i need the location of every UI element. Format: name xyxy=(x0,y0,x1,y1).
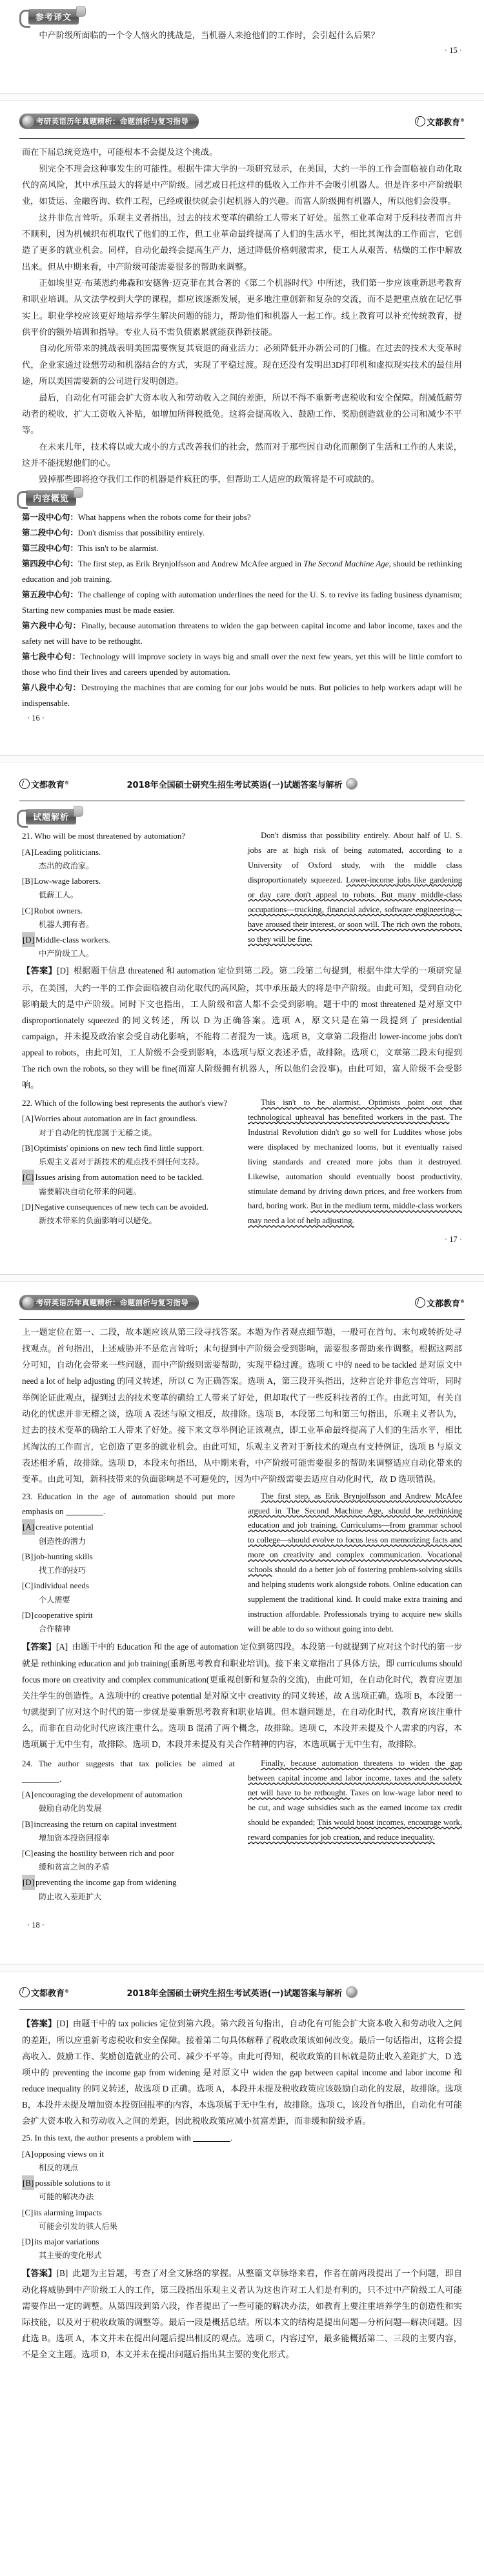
option-text: Leading politicians. xyxy=(34,846,101,857)
paragraph: 在未来几年，技术将以或大或小的方式改善我们的社会，然而对于那些因自动化而颠倒了生活和工作的人来说，这并不能抚慰他们的心。 xyxy=(22,441,462,468)
option-translation: 增加资本投资回报率 xyxy=(39,1833,110,1842)
answer-label: 【答案】 xyxy=(22,2268,57,2279)
list-item xyxy=(22,556,462,587)
option-a[interactable] xyxy=(22,2146,462,2161)
page-divider xyxy=(0,1274,484,1282)
option-tag: [D] xyxy=(22,1201,34,1212)
option-translation: 需要解决自动化带来的问题。 xyxy=(39,1186,141,1196)
option-c[interactable] xyxy=(22,1170,235,1184)
outline-label: 第四段中心句： xyxy=(22,558,78,568)
passage-column xyxy=(248,1095,462,1228)
running-header-right xyxy=(19,1981,465,2010)
source-passage xyxy=(248,1095,462,1228)
bracket-hook-icon xyxy=(17,491,28,509)
option-b[interactable] xyxy=(22,1817,235,1832)
source-passage xyxy=(248,1489,462,1637)
bracket-hook-icon xyxy=(17,810,28,828)
option-translation: 乐观主义者对于新技术的观点找不到任何支持。 xyxy=(39,1157,204,1167)
outline-label: 第二段中心句： xyxy=(22,527,78,537)
running-header-left xyxy=(19,110,465,139)
option-tag: [B] xyxy=(22,1819,34,1829)
option-tag: [B] xyxy=(22,1143,34,1153)
option-text: Issues arising from automation need to be tackled. xyxy=(35,1172,204,1183)
passage-plain: should do a better job of fostering problem-solving skills and helping students work alongside robots. Online education can supplement the traditional kind. It could make extra training and instruction affordable. Professionals trying to acquire new skills will be able to do so without going into debt. xyxy=(248,1565,462,1633)
paragraph-outline-list xyxy=(22,510,462,712)
option-b[interactable] xyxy=(22,1141,235,1155)
option-tag: [A] xyxy=(22,2148,34,2159)
passage-column xyxy=(248,1756,462,1844)
option-translation: 对于自动化的忧虑属于无稽之谈。 xyxy=(39,1128,157,1137)
page-number-17: · 17 · xyxy=(444,1235,462,1244)
option-translation: 合作精神 xyxy=(39,1624,70,1633)
outline-label: 第三段中心句： xyxy=(22,543,78,553)
option-tag: [C] xyxy=(22,905,34,915)
bracket-hook-icon xyxy=(19,10,30,28)
stem-text: 25. In this text, the author presents a problem with xyxy=(22,2133,191,2143)
option-b[interactable] xyxy=(22,874,235,888)
outline-label: 第七段中心句： xyxy=(22,651,81,661)
seal-icon xyxy=(346,1986,358,1998)
page-17 xyxy=(0,763,484,1274)
answer-explanation-24 xyxy=(22,2015,462,2130)
outline-text: This isn't to be alarmist. xyxy=(77,543,159,553)
option-text: job-hunting skills xyxy=(34,1551,93,1561)
option-text: encouraging the development of automation xyxy=(34,1790,183,1800)
option-text: Low-wage laborers. xyxy=(34,876,101,886)
option-a[interactable] xyxy=(22,1519,235,1534)
option-tag: [C] xyxy=(22,1581,34,1591)
option-translation: 创造性的潜力 xyxy=(39,1536,86,1546)
running-header-right xyxy=(19,772,465,801)
running-head-title: 2018年全国硕士研究生招生考试英语(一)试题答案与解析 xyxy=(19,778,465,790)
option-tag: [A] xyxy=(22,1113,34,1124)
paragraph: 别完全不理会这种事发生的可能性。根据牛津大学的一项研究显示，在美国，大约一半的工作会面临被自动化取代的高风险，其中承压最大的将是中产阶级。园艺或日托这样的低收入工作并不会吸引机器人。但是许多中产阶级职业，如货运、金融咨询、软件工程，已经或很快就会引起机器人的兴趣。而富人阶级拥有机器人，所以他们会没事。 xyxy=(22,163,462,206)
option-translation: 缓和贫富之间的矛盾 xyxy=(39,1862,110,1872)
option-d[interactable] xyxy=(22,1608,235,1622)
answer-explanation-25 xyxy=(22,2265,462,2362)
option-a[interactable] xyxy=(22,1787,235,1802)
option-text: Worries about automation are in fact groundless. xyxy=(34,1113,197,1124)
option-tag-selected: [D] xyxy=(22,1875,35,1890)
stem-text: 24. The author suggests that tax policies be aimed at xyxy=(22,1759,235,1769)
brand-logo: 文都教育® xyxy=(19,1986,69,1999)
option-text: cooperative spirit xyxy=(34,1610,93,1620)
section-tag-label: 参考译文 xyxy=(28,9,79,25)
answer-explanation-23 xyxy=(22,1639,462,1753)
option-d[interactable] xyxy=(22,932,235,947)
paragraph: 正如埃里克·布莱恩约弗森和安德鲁·迈克菲在其合著的《第二个机器时代》中所述，我们第一步应该重新思考教育和职业培训。从文法学校到大学的课程，都应该逐渐发展，更多地注重创新和复杂的交流，而不是把重点放在记忆事实上。职业学校应该更好地培养学生解决问题的能力，帮助他们和机器人一起工作。线上教育可以补充传统教育，提供平价的额外培训和指导。专业人员不需负债累累就能获得新技能。 xyxy=(22,278,462,337)
running-head-title: 考研英语历年真题精析：命题剖析与复习指导 xyxy=(19,114,199,129)
section-tag-label: 内容概览 xyxy=(26,490,76,506)
question-block-24 xyxy=(22,1756,462,1904)
option-translation: 其主要的变化形式 xyxy=(39,2251,102,2261)
outline-text: The first step, as Erik Brynjolfsson and Andrew McAfee argued in The Second Machine Age, should be rethinking education and job training. xyxy=(22,558,462,584)
list-item xyxy=(22,541,462,556)
question-stem xyxy=(22,1756,235,1786)
brand-mark-icon xyxy=(415,1297,425,1308)
passage-plain: Taxes on low-wage labor need to be cut, and wage subsidies such as the earned income tax credit should be expanded; xyxy=(248,1788,462,1827)
outline-text: Technology will improve society in ways big and small over the next few years, yet this will be little comfort to those who find their lives and careers upended by automation. xyxy=(22,651,463,677)
question-block-23 xyxy=(22,1489,462,1637)
stem-period: . xyxy=(230,2133,233,2143)
option-tag-selected: [B] xyxy=(22,2175,34,2190)
running-head-title: 2018年全国硕士研究生招生考试英语(一)试题答案与解析 xyxy=(19,1986,465,1999)
page-divider xyxy=(0,93,484,101)
source-passage xyxy=(248,828,462,946)
option-tag: [B] xyxy=(22,1551,34,1561)
option-tag: [D] xyxy=(22,2237,34,2247)
option-d[interactable] xyxy=(22,2234,462,2249)
seal-icon xyxy=(22,1297,34,1309)
answer-letter: [D] xyxy=(56,2018,68,2028)
list-item xyxy=(22,510,462,525)
option-a[interactable] xyxy=(22,844,235,859)
bookmark-tab-icon xyxy=(74,806,83,817)
page-18 xyxy=(0,1282,484,1964)
option-text: preventing the income gap from widening xyxy=(35,1877,177,1888)
brand-mark-icon xyxy=(415,116,425,126)
option-translation: 个人需要 xyxy=(39,1595,70,1604)
question-stem xyxy=(22,2130,462,2145)
answer-letter: [A] xyxy=(55,1641,68,1652)
option-translation: 鼓励自动化的发展 xyxy=(39,1804,102,1813)
paragraph: 这并非危言耸听。乐观主义者指出，过去的技术变革的确给工人带来了好处。虽然工业革命对于反科技者而言并不顺利，因为机械织布机取代了他们的工作，但工业革命最终提高了人们的生活水平，相比其淘汰的工作而言，它创造了更多的就业机会。同样，自动化最终会提高生产力，通过降低价格刺激需求，使工人从艰苦、枯燥的工作中解放出来。但从中期来看，中产阶级可能需要很多的帮助来调整。 xyxy=(22,212,462,272)
option-c[interactable] xyxy=(22,1846,235,1861)
option-b[interactable] xyxy=(22,2175,462,2190)
seal-icon xyxy=(22,115,34,128)
option-translation: 低薪工人。 xyxy=(39,890,78,900)
option-text: creative potential xyxy=(35,1522,94,1532)
option-c[interactable] xyxy=(22,2205,462,2220)
outline-label: 第一段中心句： xyxy=(22,512,78,522)
page-number-16: · 16 · xyxy=(27,714,45,723)
option-tag-selected: [C] xyxy=(22,1170,34,1184)
option-translation: 可能的解决办法 xyxy=(39,2192,94,2202)
section-tag-translation xyxy=(22,9,79,25)
option-tag: [C] xyxy=(22,2207,34,2217)
option-translation: 杰出的政治家。 xyxy=(39,861,94,870)
option-text: increasing the return on capital investment xyxy=(34,1819,177,1829)
list-item xyxy=(22,649,462,680)
list-item xyxy=(22,618,462,649)
option-translation: 可能会引发的骇人后果 xyxy=(39,2221,117,2231)
stem-period: . xyxy=(103,1506,106,1517)
paragraph: 最后，自动化有可能会扩大资本收入和劳动收入之间的差距，所以不得不重新考虑税收和安全保障。削减低薪劳动者的税收，扩大工资收入补贴，如增加所得税抵免。这将会提高收入、鼓励工作、奖励创造就业的公司和减少不平等。 xyxy=(22,392,462,435)
option-text: easing the hostility between rich and poor xyxy=(34,1848,174,1858)
source-passage xyxy=(248,1756,462,1844)
passage-highlight: Lower-income jobs like gardening or day care don't appeal to robots. But many middle-class occupations—trucking, financial advice, software engineering—have aroused their interest, or soon will. The rich own the robots, so they will be fine. xyxy=(248,875,462,944)
question-block-22 xyxy=(22,1095,462,1228)
passage-highlight: Finally, because automation threatens to widen the gap between capital income and labor income, taxes and the safety net will have to be rethought. xyxy=(248,1759,462,1798)
option-text: individual needs xyxy=(34,1581,89,1591)
answer-blank[interactable] xyxy=(22,1782,59,1783)
option-text: its alarming impacts xyxy=(34,2207,102,2217)
option-translation: 中产阶级工人。 xyxy=(39,949,94,959)
answer-letter: [B] xyxy=(56,2268,68,2278)
passage-plain: The Industrial Revolution didn't go so well for Luddites whose jobs were displaced by mechanized looms, but it eventually raised living standards and created more jobs than it destroyed. Likewise, automation should eventually boost productivity, stimulate demand by driving down prices, and free workers from hard, boring work. xyxy=(248,1112,462,1211)
passage-highlight: But in the medium term, middle-class workers may need a lot of help adjusting. xyxy=(248,1201,462,1226)
option-tag: [D] xyxy=(22,1610,34,1620)
running-head-title: 考研英语历年真题精析：命题剖析与复习指导 xyxy=(19,1295,199,1310)
answer-label: 【答案】 xyxy=(22,2019,57,2029)
list-item xyxy=(22,680,462,711)
question-column xyxy=(22,828,235,961)
question-column xyxy=(22,1489,235,1637)
page-number-18: · 18 · xyxy=(27,1920,45,1930)
question-stem: 21. Who will be most threatened by automation? xyxy=(22,831,186,841)
bookmark-tab-icon xyxy=(76,6,86,17)
outline-text: Destroying the machines that are coming for our jobs would be nuts. But policies to help workers adapt will be indispensable. xyxy=(22,683,462,708)
option-text: opposing views on it xyxy=(34,2148,105,2159)
outline-text: The challenge of coping with automation underlines the need for the U. S. to revive its fading business dynamism; Starting new companies must be made easier. xyxy=(22,589,463,615)
answer-body: 此题为主旨题，考查了对全文脉络的掌握。从整篇文章脉络来看，作者在前两段提出了一个问题，即自动化将威胁到中产阶级工人的工作，第三段指出乐观主义者认为这也许对工人们是有利的，只不过中产阶级工人可能需要作出一定的调整。从第四段到第六段，作者提出了一些可能的解决办法，如教育上要注重培养学生的创造性和实际技能，以及对于税收政策的调整等。最后一段是概括总结。所以本文的结构是提出问题—分析问题—解决问题。因此选 B。选项 A，本文并未在提出问题后提出相反的观点。选项 C，内容过窄，最多能概括第二、三段的主要内容，不是全文主题。选项 D，本文并未在提出问题后指出其主要的变化形式。 xyxy=(22,2268,463,2360)
answer-letter: [D] xyxy=(57,966,69,976)
option-a[interactable] xyxy=(22,1111,235,1126)
option-text: Negative consequences of new tech can be avoided. xyxy=(34,1201,209,1212)
page-divider xyxy=(0,1964,484,1972)
seal-icon xyxy=(346,778,358,790)
option-tag-selected: [D] xyxy=(22,932,35,947)
list-item xyxy=(22,587,462,618)
option-translation: 新技术带来的负面影响可以避免。 xyxy=(39,1215,157,1225)
paragraph: 而在下届总统竞选中，可能根本不会提及这个挑战。 xyxy=(22,147,218,157)
question-column xyxy=(22,1095,235,1228)
option-tag: [C] xyxy=(22,1848,34,1858)
answer-explanation-22-cont: 上一题定位在第一、二段，故本题应该从第三段寻找答案。本题为作者观点细节题，一般可在首句、末句或转折处寻找观点。首句指出，上述威胁并不是危言耸听；末句提到中产阶级会受到影响，需要很多帮助来作调整。根据这两部分可知，自动化会带来一些问题，而中产阶级则需要帮助，实现平稳过渡。选项 C 中的 need to be tackled 是对原文中 need a lot of help adjusting 的同义转述，所以 C 为正确答案。选项 A，第三段开头指出，这种言论并非危言耸听，同时举例论证此观点，提到过去的技术变革的确给工人带来了好处，但却取代了一些反科技者的工作。由此可知，有关自动化的忧虑并非无稽之谈，选项 A 表述与原文相反，故排除。选项 B，本段第二句和第三句指出，乐观主义者认为，过去的技术变革的确给工人带来了好处。接下来文章举例论证该观点，即工业革命最终提高了人们的生活水平，相比其淘汰的工作而言，它创造了更多的就业机会。由此可知，乐观主义者对于新技术的观点有支持例证，选项 B 与原文表述相矛盾，故排除。选项 D，本段末句指出，从中期来看，中产阶级可能需要很多的帮助来调整适应自动化带来的变革。由此可知，新科技带来的负面影响是不可避免的，因为中产阶级需要去适应自动化时代，故 D 选项错误。 xyxy=(22,1327,462,1484)
translation-line: 中产阶级所面临的一个令人恼火的挑战是，当机器人来抢他们的工作时，会引起什么后果？ xyxy=(39,30,379,40)
option-c[interactable] xyxy=(22,903,235,918)
passage-column xyxy=(248,1489,462,1637)
question-column xyxy=(22,1756,235,1904)
option-c[interactable] xyxy=(22,1578,235,1593)
passage-highlight: This isn't to be alarmist. Optimists point out that technological upheaval has benefited workers in the past. xyxy=(248,1098,462,1122)
option-d[interactable] xyxy=(22,1875,235,1890)
option-translation: 防止收入差距扩大 xyxy=(39,1892,102,1901)
page-16 xyxy=(0,101,484,755)
page-number-15: · 15 · xyxy=(444,46,462,55)
option-translation: 机器人拥有者。 xyxy=(39,919,94,929)
answer-label: 【答案】 xyxy=(22,1642,56,1652)
answer-label: 【答案】 xyxy=(22,966,57,977)
option-tag: [A] xyxy=(22,846,34,857)
section-tag-overview xyxy=(19,490,76,506)
list-item xyxy=(22,525,462,541)
running-header-left xyxy=(19,1291,465,1320)
outline-label: 第五段中心句： xyxy=(22,589,78,599)
answer-body: 由题干中的 tax policies 定位到第六段。第六段首句指出，自动化有可能会扩大资本收入和劳动收入之间的差距，所以应重新考虑税收和安全保障。接着第二句具体解释了税收政策该如何改变。最后一句话指出，这将会提高收入、鼓励工作、奖励创造就业的公司、减少不平等。由此可得知，税收政策的目标就是防止收入差距扩大，D 选项中的 preventing the income gap from widening 是对原文中 widen the gap between capital income and labor income 和 reduce inequality 的同义转述，故选项 D 正确。选项 A，本段并未提及税收政策应该鼓励自动化的发展，故排除。选项 B，本段并未提及增加资本投资回报率的内容，本选项属于无中生有，故排除。选项 C，该段首句指出，自动化有可能会扩大资本收入和劳动收入之间的差距，因此税收政策应减小贫富差距，而非缓和阶级矛盾。 xyxy=(22,2018,463,2126)
paragraph: 毁掉那些即将抢夺我们工作的机器是件疯狂的事，但帮助工人适应的政策将是不可或缺的。 xyxy=(39,474,379,484)
brand-logo: 文都教育® xyxy=(19,777,69,790)
passage-highlight: The first step, as Erik Brynjolfsson and Andrew McAfee argued in The Second Machine Age, should be rethinking education and job training. Curriculums—from grammar school to college—should evolve to focus less on memorizing facts and more on creativity and complex communication. Vocational schools xyxy=(248,1491,462,1575)
option-b[interactable] xyxy=(22,1549,235,1564)
answer-blank[interactable] xyxy=(193,2141,230,2142)
stem-period: . xyxy=(59,1773,62,1784)
question-stem xyxy=(22,1489,235,1519)
option-d[interactable] xyxy=(22,1199,235,1214)
passage-column xyxy=(248,828,462,946)
paragraph: 自动化所带来的挑战表明美国需要恢复其衰退的商业活力；必须降低开办新公司的门槛。在过去的技术大变革时代，企业家通过设想劳动和机器结合的方式，实现了平稳过渡。现在还没有发明出3D打印机和虚拟现实技术的最佳用途，所以美国需要新的公司进行发明创造。 xyxy=(22,343,462,386)
section-tag-analysis xyxy=(19,809,76,824)
option-text: Robot owners. xyxy=(34,905,83,915)
question-stem: 22. Which of the following best represents the author's view? xyxy=(22,1098,228,1108)
answer-body: 由题干中的 Education 和 the age of automation 定位到第四段。本段第一句就提到了应对这个时代的第一步就是 rethinking education and job training(重新思考教育和职业培训)。接下来文章指出了具体方法，即 curriculums should focus more on creativity and complex communication(更重视创新和复杂的交流)，由此可知，在自动化时代，教育应更加关注学生的创造性。A 选项中的 creative potential 是对原文中 creativity 的同义转述，故 A 选项正确。选项 B，本段第一句就提到了应对这个时代的第一步就是要重新思考教育和职业培训。但本题问题是，在自动化时代，教育应该注重什么，而非在自动化时代应该注重什么。选项 B 混淆了两个概念，故排除。选项 C，本段并未提及个人需求的内容，本选项属于无中生有，故排除。选项 D，本段并未提及有关合作精神的内容，本选项属于无中生有，故排除。 xyxy=(22,1641,463,1750)
outline-text: Finally, because automation threatens to widen the gap between capital income and labor income, taxes and the safety net will have to be rethought. xyxy=(22,620,462,646)
outline-label: 第八段中心句： xyxy=(22,683,81,693)
passage-plain: Don't dismiss that possibility entirely. About half of U. S. jobs are at high risk of being automated, according to a University of Oxford study, with the middle class disproportionately squeezed. xyxy=(248,831,462,884)
option-tag: [A] xyxy=(22,1790,34,1800)
option-text: possible solutions to it xyxy=(35,2178,110,2188)
option-text: its major variations xyxy=(34,2237,99,2247)
page-15 xyxy=(0,0,484,93)
stem-text: 23. Education in the age of automation should put more emphasis on xyxy=(22,1491,235,1517)
answer-explanation-21 xyxy=(22,963,462,1093)
outline-text: Don't dismiss that possibility entirely. xyxy=(77,527,205,537)
bookmark-tab-icon xyxy=(74,487,83,498)
passage-highlight: This would boost incomes, encourage work, reward companies for job creation, and reduce inequality. xyxy=(248,1817,462,1842)
page-divider xyxy=(0,755,484,763)
brand-logo: 文都教育® xyxy=(415,1296,465,1309)
option-tag: [B] xyxy=(22,876,34,886)
option-tag-selected: [A] xyxy=(22,1519,35,1534)
outline-label: 第六段中心句： xyxy=(22,620,81,630)
option-translation: 找工作的技巧 xyxy=(39,1566,86,1575)
brand-logo: 文都教育® xyxy=(415,115,465,128)
outline-text: What happens when the robots come for their jobs? xyxy=(77,512,251,522)
section-tag-label: 试题解析 xyxy=(26,809,76,824)
question-block-21 xyxy=(22,828,462,961)
option-translation: 相反的观点 xyxy=(39,2162,78,2172)
option-text: Middle-class workers. xyxy=(35,934,110,944)
question-block-25 xyxy=(22,2130,462,2262)
option-text: Optimists' opinions on new tech find little support. xyxy=(34,1143,205,1153)
answer-body: 根据题干信息 threatened 和 automation 定位到第二段。第二段第二句提到，根据牛津大学的一项研究显示，在美国，大约一半的工作会面临被自动化取代的高风险，其中承压最大的将是中产阶级。由此可知，受到自动化影响最大的是中产阶级。同时下文也指出，工人阶级和富人都不会受到影响。题干中的 most threatened 是对原文中 disproportionately squeezed 的同义转述，所以 D 为正确答案。选项 A，原文只是在第一段提到了 presidential campaign，并未提及政治家会受自动化影响，不能将二者混为一谈。选项 B，文章第二段指出 lower-income jobs don't appeal to robots，由此可知，工人阶级不会受到影响，本选项与原文表述矛盾，故排除。选项 C，文章第二段末句提到 The rich own the robots, so they will be fine(而富人阶级拥有机器人，所以他们会没事)。由此可知，富人阶级不会受影响。 xyxy=(22,966,463,1090)
page-19 xyxy=(0,1972,484,2369)
